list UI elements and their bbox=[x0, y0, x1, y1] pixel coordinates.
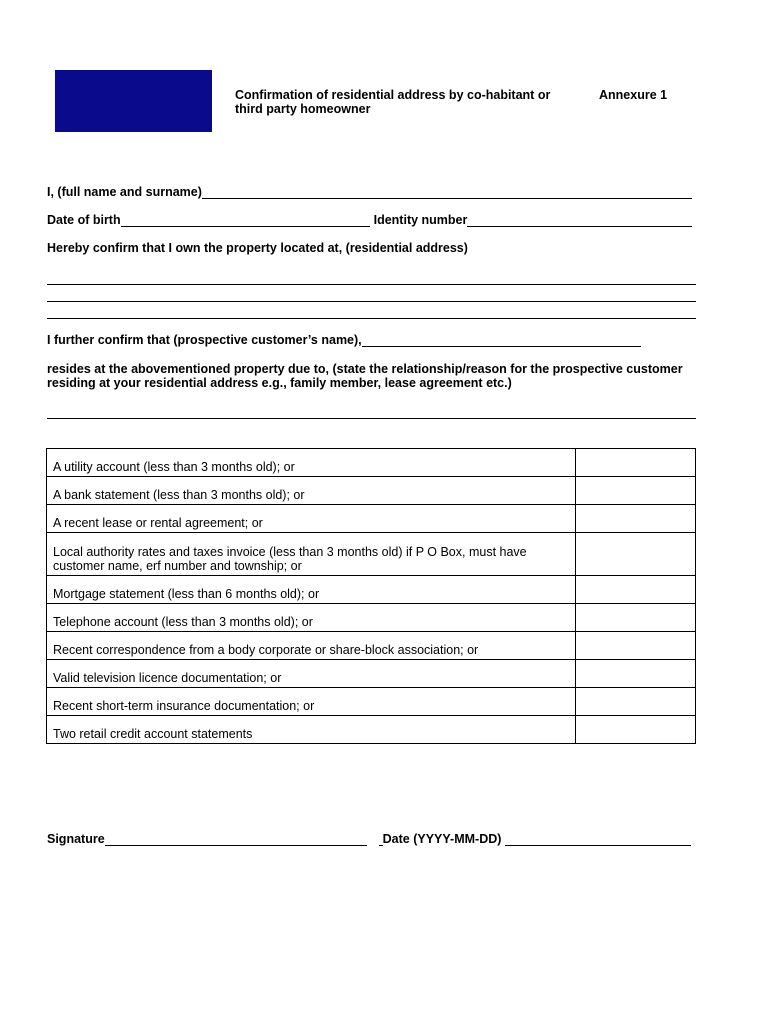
dob-identity-row bbox=[47, 213, 692, 227]
full-name-label: I, (full name and surname) bbox=[47, 185, 202, 199]
form-title: Confirmation of residential address by co-habitant or third party homeowner bbox=[235, 88, 551, 116]
customer-row bbox=[47, 333, 641, 347]
date-field[interactable] bbox=[505, 832, 691, 846]
property-statement: Hereby confirm that I own the property located at, (residential address) bbox=[47, 241, 468, 255]
dob-label: Date of birth bbox=[47, 213, 121, 227]
customer-label: I further confirm that (prospective customer’s name), bbox=[47, 333, 362, 347]
customer-name-field[interactable] bbox=[362, 333, 641, 347]
spacer bbox=[367, 833, 379, 846]
document-option-label: Two retail credit account statements bbox=[47, 716, 576, 744]
table-row bbox=[47, 688, 696, 716]
document-option-checkbox[interactable] bbox=[576, 449, 696, 477]
document-option-checkbox[interactable] bbox=[576, 660, 696, 688]
company-logo bbox=[55, 70, 212, 132]
full-name-field[interactable] bbox=[202, 185, 692, 199]
document-option-label: Valid television licence documentation; or bbox=[47, 660, 576, 688]
document-option-label: Recent correspondence from a body corporate or share-block association; or bbox=[47, 632, 576, 660]
address-line-2[interactable] bbox=[47, 301, 696, 302]
document-option-checkbox[interactable] bbox=[576, 533, 696, 576]
table-row bbox=[47, 505, 696, 533]
document-option-checkbox[interactable] bbox=[576, 477, 696, 505]
table-row bbox=[47, 449, 696, 477]
address-line-3[interactable] bbox=[47, 318, 696, 319]
document-option-label: A bank statement (less than 3 months old); or bbox=[47, 477, 576, 505]
signature-row bbox=[47, 832, 691, 846]
document-option-checkbox[interactable] bbox=[576, 688, 696, 716]
identity-label: Identity number bbox=[373, 213, 468, 227]
document-option-checkbox[interactable] bbox=[576, 505, 696, 533]
identity-field[interactable] bbox=[467, 213, 692, 227]
dob-field[interactable] bbox=[121, 213, 370, 227]
document-option-label: Mortgage statement (less than 6 months old); or bbox=[47, 576, 576, 604]
document-option-label: Telephone account (less than 3 months old); or bbox=[47, 604, 576, 632]
table-row bbox=[47, 576, 696, 604]
relationship-line[interactable] bbox=[47, 418, 696, 419]
document-option-checkbox[interactable] bbox=[576, 632, 696, 660]
address-line-1[interactable] bbox=[47, 284, 696, 285]
table-row bbox=[47, 660, 696, 688]
full-name-row bbox=[47, 185, 692, 199]
document-option-label: Recent short-term insurance documentation; or bbox=[47, 688, 576, 716]
document-option-label: Local authority rates and taxes invoice (less than 3 months old) if P O Box, must have customer name, erf number and township; or bbox=[47, 533, 576, 576]
annexure-label: Annexure 1 bbox=[599, 88, 668, 102]
table-row bbox=[47, 533, 696, 576]
document-option-checkbox[interactable] bbox=[576, 716, 696, 744]
date-label: Date (YYYY-MM-DD) bbox=[382, 832, 502, 846]
table-row bbox=[47, 604, 696, 632]
document-option-label: A recent lease or rental agreement; or bbox=[47, 505, 576, 533]
document-checklist bbox=[46, 448, 696, 744]
document-option-label: A utility account (less than 3 months old); or bbox=[47, 449, 576, 477]
signature-field[interactable] bbox=[105, 832, 367, 846]
signature-label: Signature bbox=[47, 832, 105, 846]
document-option-checkbox[interactable] bbox=[576, 576, 696, 604]
document-option-checkbox[interactable] bbox=[576, 604, 696, 632]
table-row bbox=[47, 632, 696, 660]
relationship-statement: resides at the abovementioned property due to, (state the relationship/reason for the prospective customer residing at your residential address e.g., family member, lease agreement etc.) bbox=[47, 362, 683, 390]
table-row bbox=[47, 477, 696, 505]
table-row bbox=[47, 716, 696, 744]
